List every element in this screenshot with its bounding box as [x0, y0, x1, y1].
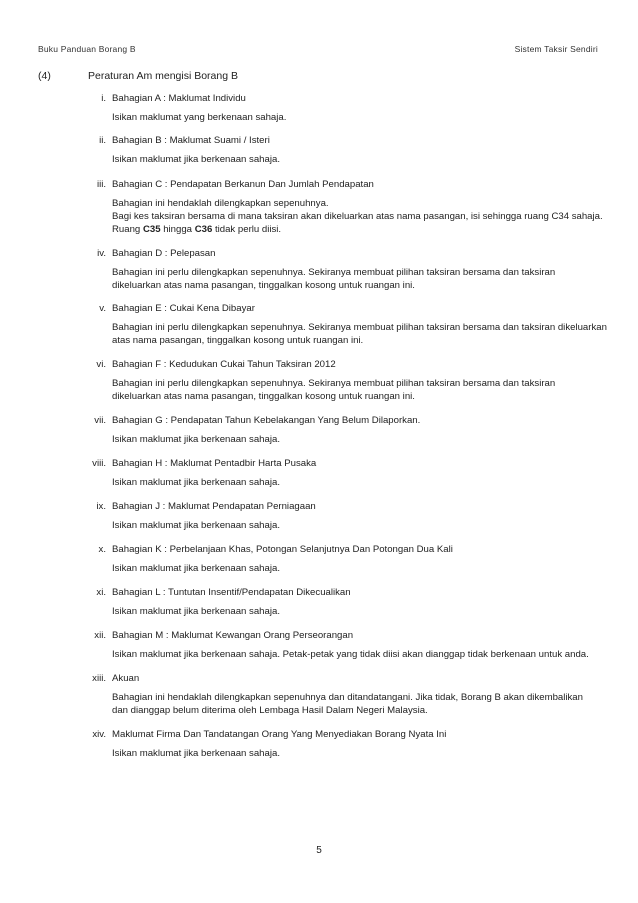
item-title: Bahagian D : Pelepasan [112, 248, 216, 259]
description-line: Isikan maklumat jika berkenaan sahaja. [112, 520, 280, 531]
item-number: xiii. [92, 673, 106, 684]
list-item [0, 543, 638, 575]
description-line: Bahagian ini hendaklah dilengkapkan sepenuhnya dan ditandatangani. Jika tidak, Borang B akan dikembalikan [112, 692, 583, 703]
description-line: dikeluarkan atas nama pasangan, tinggalkan kosong untuk ruangan ini. [112, 280, 415, 291]
description-line: atas nama pasangan, tinggalkan kosong untuk ruangan ini. [112, 335, 364, 346]
item-title: Bahagian G : Pendapatan Tahun Kebelakangan Yang Belum Dilaporkan. [112, 415, 421, 426]
item-description [112, 648, 592, 661]
section-title: Peraturan Am mengisi Borang B [88, 70, 238, 82]
list-item [0, 728, 638, 760]
item-number: xiv. [92, 729, 106, 740]
description-line: Isikan maklumat jika berkenaan sahaja. [112, 748, 280, 759]
item-description [112, 605, 592, 618]
description-line: Isikan maklumat jika berkenaan sahaja. [112, 154, 280, 165]
description-line: Bahagian ini perlu dilengkapkan sepenuhnya. Sekiranya membuat pilihan taksiran bersama dan taksiran [112, 378, 556, 389]
item-number: vi. [96, 359, 106, 370]
item-number: x. [98, 544, 106, 555]
item-number: i. [101, 93, 106, 104]
field-code: C36 [194, 224, 213, 235]
item-number: viii. [92, 458, 106, 469]
list-item [0, 586, 638, 618]
list-item [0, 302, 638, 347]
item-title: Bahagian H : Maklumat Pentadbir Harta Pusaka [112, 458, 317, 469]
description-line: Isikan maklumat jika berkenaan sahaja. [112, 606, 280, 617]
field-code: C35 [142, 224, 161, 235]
description-text: tidak perlu diisi. [212, 224, 282, 235]
section-number: (4) [38, 70, 51, 82]
item-title: Bahagian A : Maklumat Individu [112, 93, 246, 104]
item-description [112, 433, 592, 446]
item-list [0, 92, 638, 760]
list-item [0, 457, 638, 489]
item-description [112, 476, 592, 489]
item-description [112, 153, 592, 166]
item-description [112, 266, 592, 292]
item-number: vii. [94, 415, 106, 426]
list-item [0, 134, 638, 166]
item-description [112, 111, 592, 124]
list-item [0, 92, 638, 124]
description-line: dikeluarkan atas nama pasangan, tinggalkan kosong untuk ruangan ini. [112, 391, 415, 402]
description-line: Isikan maklumat jika berkenaan sahaja. Petak-petak yang tidak diisi akan dianggap tidak berkenaan untuk anda. [112, 649, 589, 660]
description-line: dan dianggap belum diterima oleh Lembaga Hasil Dalam Negeri Malaysia. [112, 705, 428, 716]
description-line: Bahagian ini perlu dilengkapkan sepenuhnya. Sekiranya membuat pilihan taksiran bersama dan taksiran [112, 267, 556, 278]
item-title: Bahagian M : Maklumat Kewangan Orang Perseorangan [112, 630, 354, 641]
description-line: Bahagian ini perlu dilengkapkan sepenuhnya. Sekiranya membuat pilihan taksiran bersama dan taksiran dikeluarkan [112, 322, 607, 333]
item-title: Bahagian K : Perbelanjaan Khas, Potongan Selanjutnya Dan Potongan Dua Kali [112, 544, 453, 555]
item-number: xii. [94, 630, 106, 641]
item-description [112, 562, 592, 575]
item-description [112, 197, 603, 236]
item-description [112, 321, 607, 347]
item-description [112, 747, 592, 760]
item-number: v. [99, 303, 106, 314]
list-item [0, 358, 638, 403]
item-title: Bahagian L : Tuntutan Insentif/Pendapatan Dikecualikan [112, 587, 351, 598]
list-item [0, 629, 638, 661]
description-text: hingga [160, 224, 195, 235]
item-number: xi. [96, 587, 106, 598]
description-line: Bahagian ini hendaklah dilengkapkan sepenuhnya. [112, 198, 329, 209]
item-description [112, 377, 592, 403]
item-title: Bahagian B : Maklumat Suami / Isteri [112, 135, 270, 146]
list-item [0, 178, 638, 236]
item-title: Bahagian F : Kedudukan Cukai Tahun Taksiran 2012 [112, 359, 336, 370]
item-title: Bahagian C : Pendapatan Berkanun Dan Jumlah Pendapatan [112, 179, 374, 190]
page-number: 5 [316, 845, 322, 856]
item-description [112, 691, 592, 717]
list-item [0, 500, 638, 532]
description-line: Isikan maklumat jika berkenaan sahaja. [112, 477, 280, 488]
header-right: Sistem Taksir Sendiri [514, 44, 598, 54]
item-number: iii. [96, 179, 106, 190]
item-title: Akuan [112, 673, 140, 684]
item-description [112, 519, 592, 532]
description-line [112, 223, 592, 236]
item-title: Bahagian J : Maklumat Pendapatan Perniagaan [112, 501, 316, 512]
description-line: Isikan maklumat jika berkenaan sahaja. [112, 434, 280, 445]
item-title: Maklumat Firma Dan Tandatangan Orang Yang Menyediakan Borang Nyata Ini [112, 729, 447, 740]
header-left: Buku Panduan Borang B [38, 44, 136, 54]
description-line: Isikan maklumat yang berkenaan sahaja. [112, 112, 287, 123]
list-item [0, 247, 638, 292]
description-line: Isikan maklumat jika berkenaan sahaja. [112, 563, 280, 574]
item-number: iv. [97, 248, 106, 259]
description-line: Bagi kes taksiran bersama di mana taksiran akan dikeluarkan atas nama pasangan, isi sehingga ruang C34 sahaja. [112, 211, 603, 222]
list-item [0, 414, 638, 446]
item-number: ix. [96, 501, 106, 512]
item-title: Bahagian E : Cukai Kena Dibayar [112, 303, 255, 314]
item-number: ii. [99, 135, 106, 146]
list-item [0, 672, 638, 717]
description-text: Ruang [112, 224, 143, 235]
